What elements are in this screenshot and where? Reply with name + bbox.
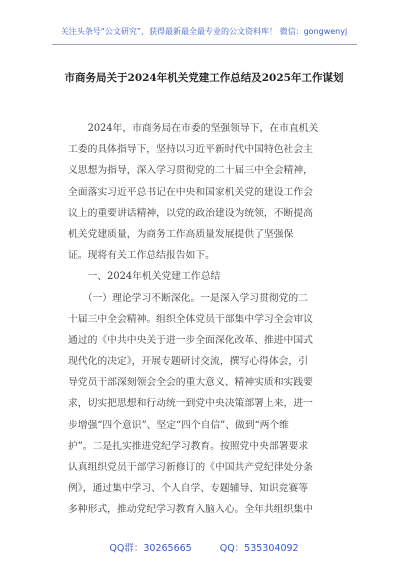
body-line: 全面落实习近平总书记在中央和国家机关党的建设工作会 — [68, 186, 313, 198]
qq-number: QQ：535304092 — [219, 543, 299, 554]
footer-contact — [0, 540, 408, 554]
body-line: （一）理论学习不断深化。一是深入学习贯彻党的二 — [68, 292, 309, 304]
body-line: 2024年，市商务局在市委的坚强领导下，在市直机关 — [68, 123, 319, 134]
header-banner: 关注头条号“公文研究”，获得最新最全最专业的公文资料库！ 微信：gongwenyj — [60, 27, 348, 36]
header-divider — [52, 44, 357, 45]
body-line: 通过的《中共中央关于进一步全面深化改革、推进中国式 — [68, 334, 313, 346]
body-line: 十届三中全会精神。组织全体党员干部集中学习全会审议 — [68, 313, 313, 325]
body-line: 例》，通过集中学习、个人自学、专题辅导、知识竞赛等 — [68, 483, 309, 495]
body-line: 步增强“四个意识”、坚定“四个自信”、做到“两个维 — [68, 419, 289, 431]
section-heading: 一、2024年机关党建工作总结 — [68, 271, 221, 283]
body-line: 义思想为指导，深入学习贯彻党的二十届三中全会精神， — [68, 165, 313, 177]
body-line: 导党员干部深刻领会全会的重大意义、精神实质和实践要 — [68, 377, 313, 389]
document-body — [68, 118, 348, 521]
body-line: 证。现将有关工作总结报告如下。 — [68, 250, 215, 262]
body-line: 现代化的决定》，开展专题研讨交流，撰写心得体会，引 — [68, 356, 309, 368]
body-line: 认真组织党员干部学习新修订的《中国共产党纪律处分条 — [68, 462, 313, 473]
qq-group-number: QQ群：30265665 — [109, 543, 192, 554]
body-line: 议上的重要讲话精神，以党的政治建设为统领，不断提高 — [68, 207, 313, 219]
document-title: 市商务局关于2024年机关党建工作总结及2025年工作谋划 — [64, 72, 344, 84]
body-line: 多种形式，推动党纪学习教育入脑入心。全年共组织集中 — [68, 504, 313, 516]
body-line: 求，切实把思想和行动统一到党中央决策部署上来，进一 — [68, 398, 313, 410]
body-line: 工委的具体指导下，坚持以习近平新时代中国特色社会主 — [68, 144, 313, 156]
body-line: 护”。二是扎实推进党纪学习教育。按照党中央部署要求 — [68, 440, 309, 452]
body-line: 机关党建质量，为商务工作高质量发展提供了坚强保 — [68, 228, 294, 240]
